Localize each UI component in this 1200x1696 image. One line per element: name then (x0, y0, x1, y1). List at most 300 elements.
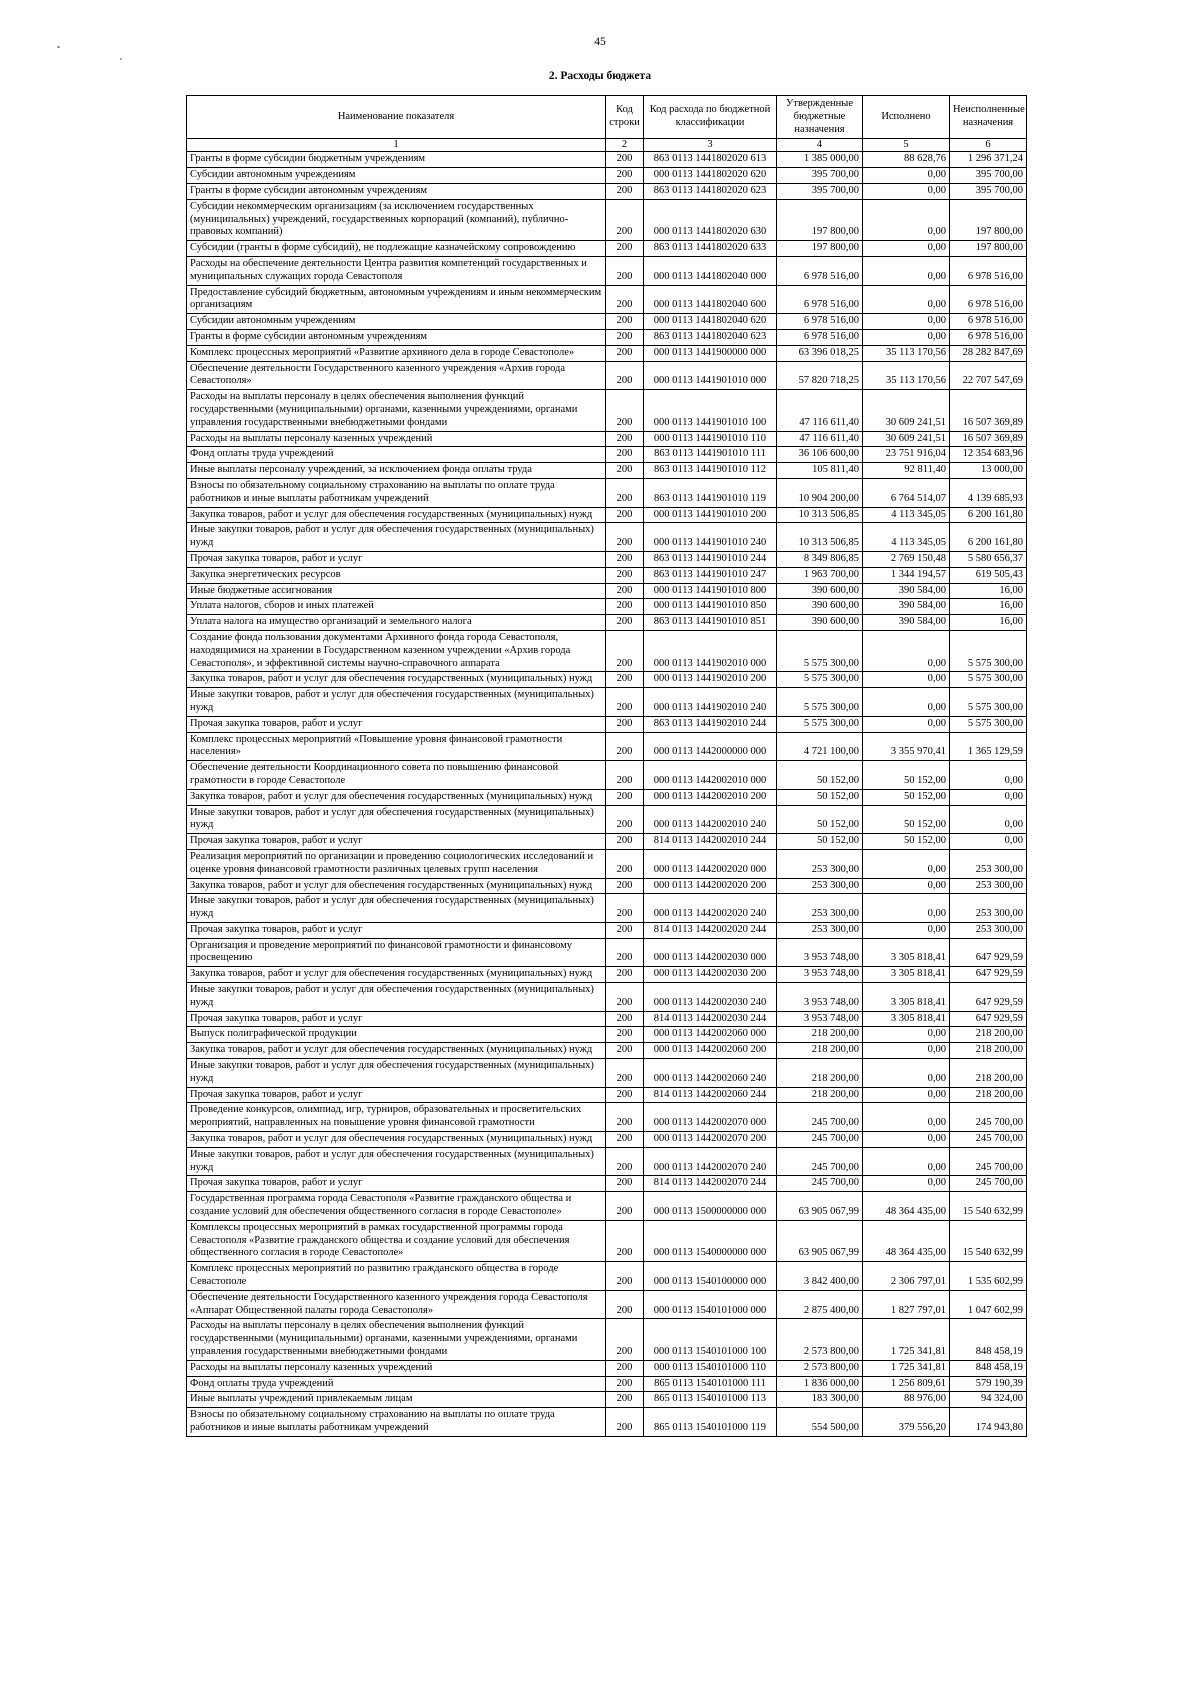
row-unexecuted-cell: 0,00 (950, 834, 1027, 850)
row-executed-cell: 0,00 (863, 241, 950, 257)
row-budget-code-cell: 000 0113 1540000000 000 (644, 1220, 777, 1261)
row-unexecuted-cell: 1 047 602,99 (950, 1290, 1027, 1319)
row-name-cell: Расходы на выплаты персоналу в целях обеспечения выполнения функций государственными (муниципальными) органами, казенными учреждениями, органами управления государственными внебюджетными фондами (187, 1319, 606, 1360)
row-name-cell: Закупка товаров, работ и услуг для обеспечения государственных (муниципальных) нужд (187, 789, 606, 805)
row-name-cell: Выпуск полиграфической продукции (187, 1027, 606, 1043)
row-budget-code-cell: 863 0113 1441902010 244 (644, 716, 777, 732)
row-budget-code-cell: 863 0113 1441901010 119 (644, 478, 777, 507)
row-line-code-cell: 200 (606, 184, 644, 200)
row-name-cell: Закупка товаров, работ и услуг для обеспечения государственных (муниципальных) нужд (187, 878, 606, 894)
row-line-code-cell: 200 (606, 152, 644, 168)
row-name-cell: Субсидии автономным учреждениям (187, 168, 606, 184)
row-executed-cell: 2 769 150,48 (863, 551, 950, 567)
row-line-code-cell: 200 (606, 285, 644, 314)
row-line-code-cell: 200 (606, 478, 644, 507)
col-number-3: 3 (644, 139, 777, 152)
table-row (187, 894, 1027, 923)
row-budget-code-cell: 000 0113 1441802020 620 (644, 168, 777, 184)
row-budget-code-cell: 863 0113 1441802040 623 (644, 330, 777, 346)
table-row (187, 1103, 1027, 1132)
row-executed-cell: 0,00 (863, 1176, 950, 1192)
col-header-executed: Исполнено (863, 96, 950, 139)
row-unexecuted-cell: 197 800,00 (950, 241, 1027, 257)
col-header-name: Наименование показателя (187, 96, 606, 139)
row-approved-cell: 6 978 516,00 (777, 257, 863, 286)
row-approved-cell: 245 700,00 (777, 1103, 863, 1132)
row-executed-cell: 0,00 (863, 285, 950, 314)
row-unexecuted-cell: 218 200,00 (950, 1043, 1027, 1059)
row-approved-cell: 218 200,00 (777, 1059, 863, 1088)
table-row (187, 567, 1027, 583)
row-executed-cell: 0,00 (863, 688, 950, 717)
row-budget-code-cell: 000 0113 1441802040 000 (644, 257, 777, 286)
row-approved-cell: 57 820 718,25 (777, 361, 863, 390)
row-line-code-cell: 200 (606, 967, 644, 983)
col-number-6: 6 (950, 139, 1027, 152)
row-executed-cell: 92 811,40 (863, 463, 950, 479)
row-approved-cell: 5 575 300,00 (777, 630, 863, 671)
row-line-code-cell: 200 (606, 630, 644, 671)
row-name-cell: Расходы на выплаты персоналу казенных учреждений (187, 431, 606, 447)
row-unexecuted-cell: 647 929,59 (950, 967, 1027, 983)
row-name-cell: Проведение конкурсов, олимпиад, игр, турниров, образовательных и просветительских мероприятий, направленных на повышение уровня финансовой грамотности (187, 1103, 606, 1132)
row-line-code-cell: 200 (606, 168, 644, 184)
row-name-cell: Иные закупки товаров, работ и услуг для обеспечения государственных (муниципальных) нужд (187, 805, 606, 834)
row-line-code-cell: 200 (606, 1408, 644, 1437)
row-budget-code-cell: 000 0113 1441802020 630 (644, 199, 777, 240)
table-row (187, 1147, 1027, 1176)
row-unexecuted-cell: 395 700,00 (950, 184, 1027, 200)
row-unexecuted-cell: 4 139 685,93 (950, 478, 1027, 507)
row-budget-code-cell: 000 0113 1441901010 240 (644, 523, 777, 552)
row-budget-code-cell: 863 0113 1441901010 247 (644, 567, 777, 583)
row-name-cell: Прочая закупка товаров, работ и услуг (187, 922, 606, 938)
row-executed-cell: 1 344 194,57 (863, 567, 950, 583)
table-row (187, 615, 1027, 631)
row-executed-cell: 88 628,76 (863, 152, 950, 168)
row-budget-code-cell: 865 0113 1540101000 111 (644, 1376, 777, 1392)
table-body (187, 152, 1027, 1436)
row-approved-cell: 6 978 516,00 (777, 285, 863, 314)
row-approved-cell: 2 875 400,00 (777, 1290, 863, 1319)
table-row (187, 732, 1027, 761)
row-budget-code-cell: 000 0113 1442002020 240 (644, 894, 777, 923)
table-row (187, 241, 1027, 257)
table-row (187, 1392, 1027, 1408)
row-budget-code-cell: 000 0113 1441901010 100 (644, 390, 777, 431)
row-budget-code-cell: 863 0113 1441901010 111 (644, 447, 777, 463)
table-row (187, 1319, 1027, 1360)
row-approved-cell: 2 573 800,00 (777, 1319, 863, 1360)
row-approved-cell: 245 700,00 (777, 1147, 863, 1176)
row-executed-cell: 0,00 (863, 1087, 950, 1103)
row-unexecuted-cell: 6 978 516,00 (950, 314, 1027, 330)
table-row (187, 478, 1027, 507)
row-name-cell: Создание фонда пользования документами Архивного фонда города Севастополя, находящимися на хранении в Государственном казенном учреждении «Архив города Севастополя», и эффективной системы научно-справочного аппарата (187, 630, 606, 671)
row-executed-cell: 0,00 (863, 849, 950, 878)
section-title: 2. Расходы бюджета (548, 70, 652, 82)
row-name-cell: Взносы по обязательному социальному страхованию на выплаты по оплате труда работников и иные выплаты работникам учреждений (187, 1408, 606, 1437)
row-budget-code-cell: 000 0113 1441902010 000 (644, 630, 777, 671)
row-name-cell: Иные выплаты учреждений привлекаемым лицам (187, 1392, 606, 1408)
row-approved-cell: 3 953 748,00 (777, 1011, 863, 1027)
row-line-code-cell: 200 (606, 1011, 644, 1027)
row-name-cell: Иные закупки товаров, работ и услуг для обеспечения государственных (муниципальных) нужд (187, 1059, 606, 1088)
row-unexecuted-cell: 1 365 129,59 (950, 732, 1027, 761)
row-budget-code-cell: 000 0113 1540101000 000 (644, 1290, 777, 1319)
row-unexecuted-cell: 253 300,00 (950, 922, 1027, 938)
row-name-cell: Иные закупки товаров, работ и услуг для обеспечения государственных (муниципальных) нужд (187, 523, 606, 552)
table-row (187, 1376, 1027, 1392)
row-budget-code-cell: 000 0113 1442002010 000 (644, 761, 777, 790)
row-name-cell: Обеспечение деятельности Государственного казенного учреждения «Архив города Севастополя» (187, 361, 606, 390)
table-row (187, 983, 1027, 1012)
row-line-code-cell: 200 (606, 241, 644, 257)
row-budget-code-cell: 814 0113 1442002010 244 (644, 834, 777, 850)
row-approved-cell: 395 700,00 (777, 168, 863, 184)
row-unexecuted-cell: 579 190,39 (950, 1376, 1027, 1392)
row-approved-cell: 3 953 748,00 (777, 983, 863, 1012)
table-row (187, 761, 1027, 790)
row-executed-cell: 0,00 (863, 168, 950, 184)
header-row (187, 96, 1027, 139)
table-row (187, 551, 1027, 567)
row-budget-code-cell: 814 0113 1442002060 244 (644, 1087, 777, 1103)
row-approved-cell: 6 978 516,00 (777, 330, 863, 346)
row-name-cell: Иные закупки товаров, работ и услуг для обеспечения государственных (муниципальных) нужд (187, 894, 606, 923)
row-approved-cell: 245 700,00 (777, 1132, 863, 1148)
column-number-row (187, 139, 1027, 152)
row-approved-cell: 3 842 400,00 (777, 1262, 863, 1291)
row-name-cell: Предоставление субсидий бюджетным, автономным учреждениям и иным некоммерческим организациям (187, 285, 606, 314)
row-unexecuted-cell: 6 200 161,80 (950, 523, 1027, 552)
row-approved-cell: 253 300,00 (777, 878, 863, 894)
row-name-cell: Уплата налога на имущество организаций и земельного налога (187, 615, 606, 631)
row-name-cell: Прочая закупка товаров, работ и услуг (187, 834, 606, 850)
row-approved-cell: 3 953 748,00 (777, 967, 863, 983)
row-approved-cell: 47 116 611,40 (777, 390, 863, 431)
row-unexecuted-cell: 6 978 516,00 (950, 330, 1027, 346)
row-approved-cell: 5 575 300,00 (777, 688, 863, 717)
row-line-code-cell: 200 (606, 257, 644, 286)
row-budget-code-cell: 000 0113 1442002060 000 (644, 1027, 777, 1043)
row-unexecuted-cell: 647 929,59 (950, 1011, 1027, 1027)
row-approved-cell: 3 953 748,00 (777, 938, 863, 967)
row-unexecuted-cell: 848 458,19 (950, 1360, 1027, 1376)
row-executed-cell: 50 152,00 (863, 761, 950, 790)
row-unexecuted-cell: 15 540 632,99 (950, 1192, 1027, 1221)
row-line-code-cell: 200 (606, 1059, 644, 1088)
row-line-code-cell: 200 (606, 1103, 644, 1132)
row-executed-cell: 50 152,00 (863, 834, 950, 850)
row-executed-cell: 390 584,00 (863, 599, 950, 615)
row-approved-cell: 245 700,00 (777, 1176, 863, 1192)
row-name-cell: Расходы на обеспечение деятельности Центра развития компетенций государственных и муниципальных служащих города Севастополя (187, 257, 606, 286)
row-line-code-cell: 200 (606, 1147, 644, 1176)
row-executed-cell: 390 584,00 (863, 583, 950, 599)
table-row (187, 507, 1027, 523)
row-unexecuted-cell: 6 200 161,80 (950, 507, 1027, 523)
row-budget-code-cell: 863 0113 1441802020 613 (644, 152, 777, 168)
row-name-cell: Прочая закупка товаров, работ и услуг (187, 1087, 606, 1103)
row-budget-code-cell: 000 0113 1441901010 000 (644, 361, 777, 390)
row-line-code-cell: 200 (606, 507, 644, 523)
row-unexecuted-cell: 16 507 369,89 (950, 390, 1027, 431)
row-executed-cell: 1 725 341,81 (863, 1319, 950, 1360)
row-line-code-cell: 200 (606, 849, 644, 878)
table-row (187, 257, 1027, 286)
row-budget-code-cell: 000 0113 1442002030 240 (644, 983, 777, 1012)
row-approved-cell: 2 573 800,00 (777, 1360, 863, 1376)
row-budget-code-cell: 000 0113 1442002010 200 (644, 789, 777, 805)
row-unexecuted-cell: 6 978 516,00 (950, 285, 1027, 314)
table-row (187, 938, 1027, 967)
row-name-cell: Субсидии некоммерческим организациям (за исключением государственных (муниципальных) учреждений, государственных корпораций (компаний), публично-правовых компаний) (187, 199, 606, 240)
budget-expenses-table (186, 95, 1027, 1437)
row-approved-cell: 36 106 600,00 (777, 447, 863, 463)
row-budget-code-cell: 863 0113 1441901010 851 (644, 615, 777, 631)
row-unexecuted-cell: 197 800,00 (950, 199, 1027, 240)
row-line-code-cell: 200 (606, 583, 644, 599)
row-line-code-cell: 200 (606, 805, 644, 834)
row-name-cell: Фонд оплаты труда учреждений (187, 1376, 606, 1392)
table-row (187, 447, 1027, 463)
row-unexecuted-cell: 174 943,80 (950, 1408, 1027, 1437)
row-unexecuted-cell: 5 575 300,00 (950, 716, 1027, 732)
row-name-cell: Закупка товаров, работ и услуг для обеспечения государственных (муниципальных) нужд (187, 1132, 606, 1148)
row-approved-cell: 197 800,00 (777, 199, 863, 240)
row-line-code-cell: 200 (606, 1043, 644, 1059)
row-line-code-cell: 200 (606, 732, 644, 761)
row-executed-cell: 30 609 241,51 (863, 431, 950, 447)
row-budget-code-cell: 000 0113 1441900000 000 (644, 345, 777, 361)
row-unexecuted-cell: 16,00 (950, 615, 1027, 631)
row-unexecuted-cell: 13 000,00 (950, 463, 1027, 479)
row-unexecuted-cell: 12 354 683,96 (950, 447, 1027, 463)
row-unexecuted-cell: 5 580 656,37 (950, 551, 1027, 567)
table-row (187, 330, 1027, 346)
row-budget-code-cell: 000 0113 1442002020 000 (644, 849, 777, 878)
row-approved-cell: 253 300,00 (777, 894, 863, 923)
row-line-code-cell: 200 (606, 672, 644, 688)
row-executed-cell: 390 584,00 (863, 615, 950, 631)
table-row (187, 1220, 1027, 1261)
row-line-code-cell: 200 (606, 199, 644, 240)
row-line-code-cell: 200 (606, 878, 644, 894)
row-line-code-cell: 200 (606, 1360, 644, 1376)
row-name-cell: Комплекс процессных мероприятий «Повышение уровня финансовой грамотности населения» (187, 732, 606, 761)
row-name-cell: Закупка энергетических ресурсов (187, 567, 606, 583)
row-executed-cell: 0,00 (863, 199, 950, 240)
table-row (187, 688, 1027, 717)
table-row (187, 463, 1027, 479)
row-approved-cell: 4 721 100,00 (777, 732, 863, 761)
table-row (187, 168, 1027, 184)
scan-artifact (120, 58, 122, 60)
row-budget-code-cell: 863 0113 1441802020 623 (644, 184, 777, 200)
row-budget-code-cell: 814 0113 1442002020 244 (644, 922, 777, 938)
row-executed-cell: 4 113 345,05 (863, 507, 950, 523)
row-line-code-cell: 200 (606, 1376, 644, 1392)
row-name-cell: Гранты в форме субсидии автономным учреждениям (187, 330, 606, 346)
row-executed-cell: 379 556,20 (863, 1408, 950, 1437)
row-budget-code-cell: 865 0113 1540101000 119 (644, 1408, 777, 1437)
row-unexecuted-cell: 253 300,00 (950, 849, 1027, 878)
row-approved-cell: 1 836 000,00 (777, 1376, 863, 1392)
row-line-code-cell: 200 (606, 463, 644, 479)
row-approved-cell: 218 200,00 (777, 1027, 863, 1043)
table-row (187, 789, 1027, 805)
row-unexecuted-cell: 647 929,59 (950, 938, 1027, 967)
row-budget-code-cell: 000 0113 1442002060 240 (644, 1059, 777, 1088)
row-executed-cell: 35 113 170,56 (863, 361, 950, 390)
col-number-5: 5 (863, 139, 950, 152)
row-executed-cell: 0,00 (863, 878, 950, 894)
row-name-cell: Комплексы процессных мероприятий в рамках государственной программы города Севастополя «Развитие гражданского общества и создание условий для обеспечения общественного согласия в городе Севастополе» (187, 1220, 606, 1261)
row-budget-code-cell: 000 0113 1442002010 240 (644, 805, 777, 834)
row-line-code-cell: 200 (606, 789, 644, 805)
row-executed-cell: 3 305 818,41 (863, 1011, 950, 1027)
row-line-code-cell: 200 (606, 615, 644, 631)
row-budget-code-cell: 000 0113 1441901010 800 (644, 583, 777, 599)
row-budget-code-cell: 000 0113 1442000000 000 (644, 732, 777, 761)
row-executed-cell: 0,00 (863, 1027, 950, 1043)
col-number-2: 2 (606, 139, 644, 152)
row-approved-cell: 197 800,00 (777, 241, 863, 257)
table-row (187, 314, 1027, 330)
row-name-cell: Иные закупки товаров, работ и услуг для обеспечения государственных (муниципальных) нужд (187, 688, 606, 717)
row-unexecuted-cell: 245 700,00 (950, 1176, 1027, 1192)
table-row (187, 345, 1027, 361)
row-executed-cell: 0,00 (863, 330, 950, 346)
row-name-cell: Иные бюджетные ассигнования (187, 583, 606, 599)
row-executed-cell: 30 609 241,51 (863, 390, 950, 431)
row-name-cell: Прочая закупка товаров, работ и услуг (187, 551, 606, 567)
row-name-cell: Закупка товаров, работ и услуг для обеспечения государственных (муниципальных) нужд (187, 672, 606, 688)
col-header-approved: Утвержденные бюджетные назначения (777, 96, 863, 139)
row-line-code-cell: 200 (606, 431, 644, 447)
table-row (187, 716, 1027, 732)
row-executed-cell: 0,00 (863, 716, 950, 732)
row-line-code-cell: 200 (606, 1132, 644, 1148)
row-executed-cell: 3 305 818,41 (863, 967, 950, 983)
row-unexecuted-cell: 245 700,00 (950, 1103, 1027, 1132)
table-row (187, 285, 1027, 314)
row-budget-code-cell: 000 0113 1442002030 200 (644, 967, 777, 983)
table-row (187, 922, 1027, 938)
table-row (187, 849, 1027, 878)
table-row (187, 1192, 1027, 1221)
row-budget-code-cell: 863 0113 1441901010 244 (644, 551, 777, 567)
row-executed-cell: 1 827 797,01 (863, 1290, 950, 1319)
row-name-cell: Закупка товаров, работ и услуг для обеспечения государственных (муниципальных) нужд (187, 967, 606, 983)
page-number: 45 (594, 36, 606, 48)
row-budget-code-cell: 814 0113 1442002030 244 (644, 1011, 777, 1027)
row-executed-cell: 48 364 435,00 (863, 1220, 950, 1261)
row-name-cell: Иные закупки товаров, работ и услуг для обеспечения государственных (муниципальных) нужд (187, 1147, 606, 1176)
row-unexecuted-cell: 218 200,00 (950, 1087, 1027, 1103)
row-name-cell: Реализация мероприятий по организации и проведению социологических исследований и оценке уровня финансовой грамотности различных целевых групп населения (187, 849, 606, 878)
table-row (187, 1290, 1027, 1319)
table-row (187, 672, 1027, 688)
row-line-code-cell: 200 (606, 1027, 644, 1043)
row-approved-cell: 47 116 611,40 (777, 431, 863, 447)
row-line-code-cell: 200 (606, 314, 644, 330)
row-budget-code-cell: 000 0113 1441901010 110 (644, 431, 777, 447)
row-unexecuted-cell: 848 458,19 (950, 1319, 1027, 1360)
row-name-cell: Комплекс процессных мероприятий по развитию гражданского общества в городе Севастополе (187, 1262, 606, 1291)
row-name-cell: Обеспечение деятельности Координационного совета по повышению финансовой грамотности в городе Севастополе (187, 761, 606, 790)
row-executed-cell: 1 256 809,61 (863, 1376, 950, 1392)
table-row (187, 583, 1027, 599)
row-name-cell: Иные выплаты персоналу учреждений, за исключением фонда оплаты труда (187, 463, 606, 479)
row-unexecuted-cell: 16,00 (950, 583, 1027, 599)
row-executed-cell: 0,00 (863, 630, 950, 671)
row-budget-code-cell: 000 0113 1442002070 200 (644, 1132, 777, 1148)
row-budget-code-cell: 000 0113 1442002060 200 (644, 1043, 777, 1059)
row-executed-cell: 0,00 (863, 672, 950, 688)
row-unexecuted-cell: 6 978 516,00 (950, 257, 1027, 286)
table-row (187, 1176, 1027, 1192)
row-name-cell: Взносы по обязательному социальному страхованию на выплаты по оплате труда работников и иные выплаты работникам учреждений (187, 478, 606, 507)
row-executed-cell: 88 976,00 (863, 1392, 950, 1408)
row-executed-cell: 2 306 797,01 (863, 1262, 950, 1291)
table-row (187, 184, 1027, 200)
row-executed-cell: 3 305 818,41 (863, 983, 950, 1012)
row-executed-cell: 1 725 341,81 (863, 1360, 950, 1376)
row-unexecuted-cell: 28 282 847,69 (950, 345, 1027, 361)
row-executed-cell: 0,00 (863, 184, 950, 200)
row-line-code-cell: 200 (606, 567, 644, 583)
row-name-cell: Обеспечение деятельности Государственного казенного учреждения города Севастополя «Аппарат Общественной палаты города Севастополя» (187, 1290, 606, 1319)
row-unexecuted-cell: 253 300,00 (950, 878, 1027, 894)
row-name-cell: Комплекс процессных мероприятий «Развитие архивного дела в городе Севастополе» (187, 345, 606, 361)
table-row (187, 199, 1027, 240)
row-budget-code-cell: 000 0113 1540100000 000 (644, 1262, 777, 1291)
row-approved-cell: 10 313 506,85 (777, 523, 863, 552)
row-name-cell: Фонд оплаты труда учреждений (187, 447, 606, 463)
row-executed-cell: 35 113 170,56 (863, 345, 950, 361)
row-unexecuted-cell: 16 507 369,89 (950, 431, 1027, 447)
row-line-code-cell: 200 (606, 1290, 644, 1319)
row-executed-cell: 3 305 818,41 (863, 938, 950, 967)
row-unexecuted-cell: 16,00 (950, 599, 1027, 615)
col-header-line-code: Код строки (606, 96, 644, 139)
row-unexecuted-cell: 245 700,00 (950, 1132, 1027, 1148)
row-approved-cell: 63 905 067,99 (777, 1220, 863, 1261)
table-row (187, 152, 1027, 168)
row-executed-cell: 6 764 514,07 (863, 478, 950, 507)
row-line-code-cell: 200 (606, 345, 644, 361)
row-approved-cell: 50 152,00 (777, 761, 863, 790)
row-executed-cell: 0,00 (863, 1043, 950, 1059)
row-unexecuted-cell: 218 200,00 (950, 1027, 1027, 1043)
table-row (187, 599, 1027, 615)
row-budget-code-cell: 000 0113 1442002020 200 (644, 878, 777, 894)
row-unexecuted-cell: 245 700,00 (950, 1147, 1027, 1176)
row-line-code-cell: 200 (606, 1192, 644, 1221)
row-budget-code-cell: 863 0113 1441802020 633 (644, 241, 777, 257)
row-approved-cell: 395 700,00 (777, 184, 863, 200)
row-executed-cell: 23 751 916,04 (863, 447, 950, 463)
row-budget-code-cell: 865 0113 1540101000 113 (644, 1392, 777, 1408)
table-row (187, 1132, 1027, 1148)
row-approved-cell: 8 349 806,85 (777, 551, 863, 567)
row-executed-cell: 0,00 (863, 922, 950, 938)
row-executed-cell: 0,00 (863, 1103, 950, 1132)
row-budget-code-cell: 000 0113 1441901010 850 (644, 599, 777, 615)
row-unexecuted-cell: 94 324,00 (950, 1392, 1027, 1408)
